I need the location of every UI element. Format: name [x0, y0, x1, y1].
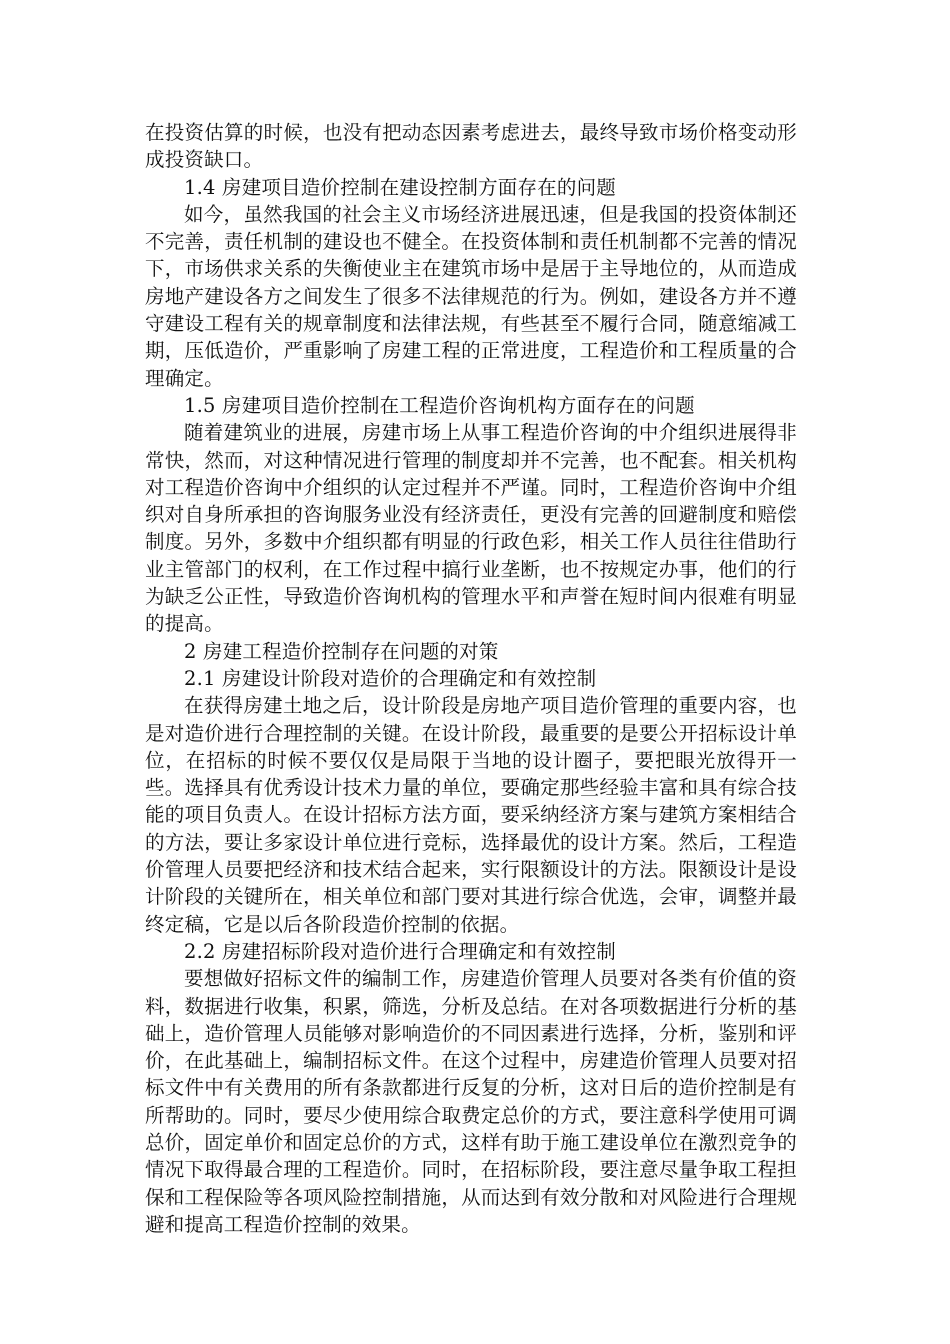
section-heading-2-1: 2.1 房建设计阶段对造价的合理确定和有效控制	[184, 666, 597, 690]
paragraph-continuation: 在投资估算的时候，也没有把动态因素考虑进去，最终导致市场价格变动形成投资缺口。	[145, 121, 797, 172]
paragraph-construction-control: 如今，虽然我国的社会主义市场经济进展迅速，但是我国的投资体制还不完善，责任机制的建设也不健全。在投资体制和责任机制都不完善的情况下，市场供求关系的失衡使业主在建筑市场中是居于主导地位的，从而造成房地产建设各方之间发生了很多不法律规范的行为。例如，建设各方并不遵守建设工程有关的规章制度和法律法规，有些甚至不履行合同，随意缩减工期，压低造价，严重影响了房建工程的正常进度，工程造价和工程质量的合理确定。	[145, 202, 797, 390]
section-heading-1-5: 1.5 房建项目造价控制在工程造价咨询机构方面存在的问题	[184, 393, 695, 417]
section-heading-2: 2 房建工程造价控制存在问题的对策	[184, 639, 499, 663]
section-heading-1-4: 1.4 房建项目造价控制在建设控制方面存在的问题	[184, 175, 617, 199]
paragraph-consulting-agencies: 随着建筑业的进展，房建市场上从事工程造价咨询的中介组织进展得非常快，然而，对这种情况进行管理的制度却并不完善，也不配套。相关机构对工程造价咨询中介组织的认定过程并不严谨。同时，工程造价咨询中介组织对自身所承担的咨询服务业没有经济责任，更没有完善的回避制度和赔偿制度。另外，多数中介组织都有明显的行政色彩，相关工作人员往往借助行业主管部门的权利，在工作过程中搞行业垄断，也不按规定办事，他们的行为缺乏公正性，导致造价咨询机构的管理水平和声誉在短时间内很难有明显的提高。	[145, 421, 797, 636]
paragraph-bidding-stage: 要想做好招标文件的编制工作，房建造价管理人员要对各类有价值的资料，数据进行收集，积累，筛选，分析及总结。在对各项数据进行分析的基础上，造价管理人员能够对影响造价的不同因素进行选择，分析，鉴别和评价，在此基础上，编制招标文件。在这个过程中，房建造价管理人员要对招标文件中有关费用的所有条款都进行反复的分析，这对日后的造价控制是有所帮助的。同时，要尽少使用综合取费定总价的方式，要注意科学使用可调总价，固定单价和固定总价的方式，这样有助于施工建设单位在激烈竞争的情况下取得最合理的工程造价。同时，在招标阶段，要注意尽量争取工程担保和工程保险等各项风险控制措施，从而达到有效分散和对风险进行合理规避和提高工程造价控制的效果。	[145, 967, 797, 1236]
document-page	[145, 119, 797, 1238]
paragraph-design-stage: 在获得房建土地之后，设计阶段是房地产项目造价管理的重要内容，也是对造价进行合理控制的关键。在设计阶段，最重要的是要公开招标设计单位，在招标的时候不要仅仅是局限于当地的设计圈子，要把眼光放得开一些。选择具有优秀设计技术力量的单位，要确定那些经验丰富和具有综合技能的项目负责人。在设计招标方法方面，要采纳经济方案与建筑方案相结合的方法，要让多家设计单位进行竞标，选择最优的设计方案。然后，工程造价管理人员要把经济和技术结合起来，实行限额设计的方法。限额设计是设计阶段的关键所在，相关单位和部门要对其进行综合优选，会审，调整并最终定稿，它是以后各阶段造价控制的依据。	[145, 694, 797, 936]
section-heading-2-2: 2.2 房建招标阶段对造价进行合理确定和有效控制	[184, 939, 617, 963]
